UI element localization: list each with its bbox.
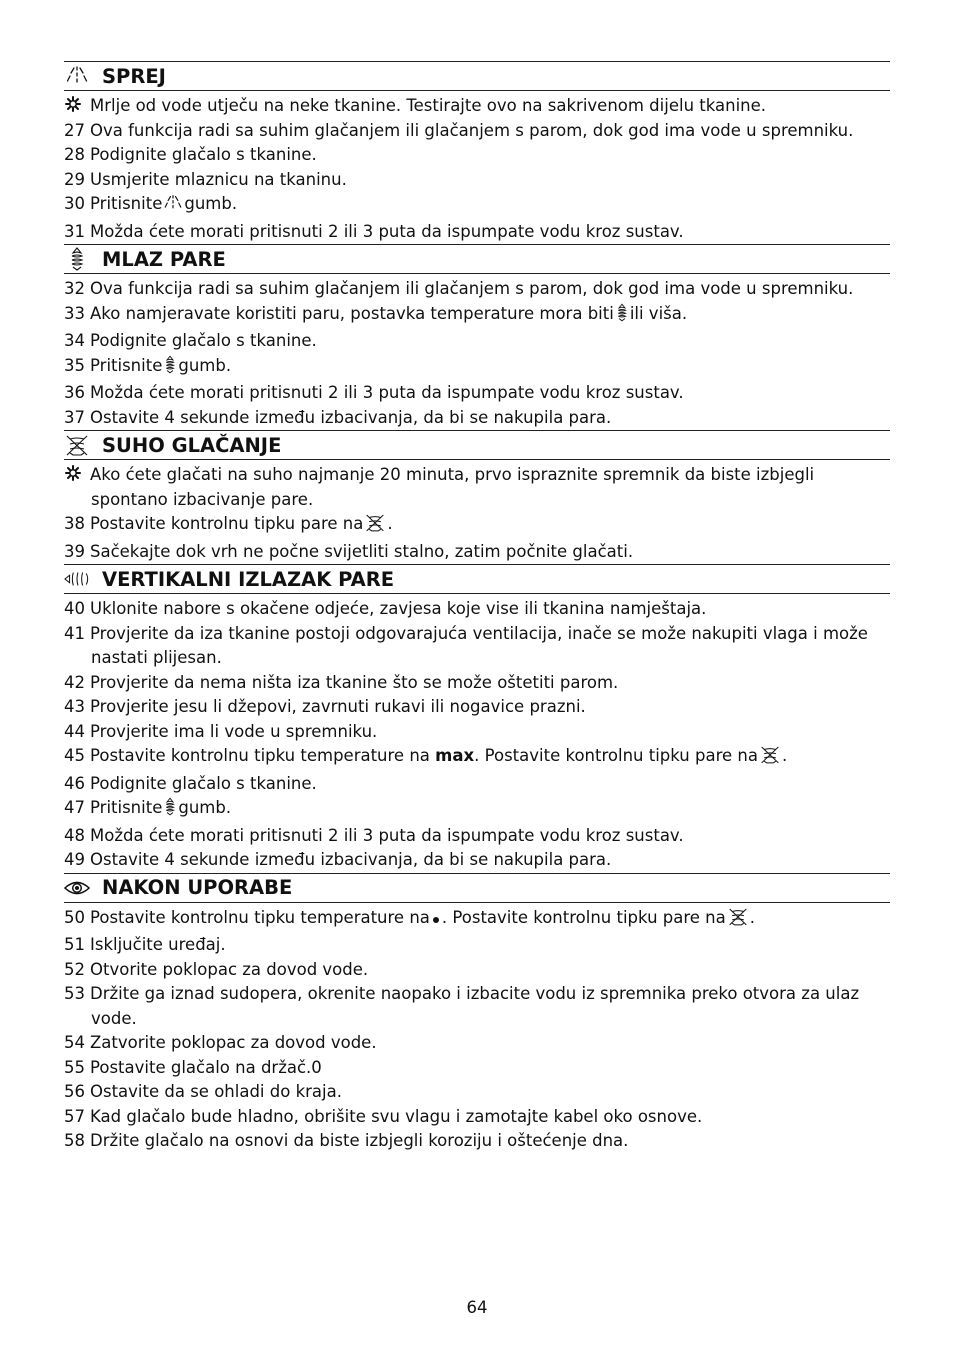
list-item-text: Usmjerite mlaznicu na tkaninu. [90,169,347,189]
list-item [64,381,890,406]
list-item-continuation [64,488,890,513]
section-heading-sprej [64,61,890,91]
list-item [64,220,890,245]
item-number: 43 [64,697,85,716]
list-item-text: Pritisnite [90,194,163,213]
section-body-sprej [64,94,890,244]
list-item [64,597,890,622]
list-item-continuation [64,1007,890,1032]
list-item [64,744,890,772]
list-item [64,796,890,824]
list-item [64,958,890,983]
section-body-nakon-uporabe [64,906,890,1154]
list-item [64,277,890,302]
section-title: VERTIKALNI IZLAZAK PARE [102,567,395,591]
list-item-text: Postavite kontrolnu tipku temperature na [90,907,430,927]
section-body-suho-glacanje [64,463,890,564]
list-item-text: Držite glačalo na osnovi da biste izbjegli koroziju i oštećenje dna. [90,1131,629,1150]
list-item [64,168,890,193]
list-item-text: Ostavite da se ohladi do kraja. [90,1082,342,1101]
list-item-text: Uklonite nabore s okačene odjeće, zavjesa koje vise ili tkanina namještaja. [90,599,707,618]
item-number: 31 [64,221,85,241]
list-item-text: . [781,746,788,765]
list-item-text: Ova funkcija radi sa suhim glačanjem ili glačanjem s parom, dok god ima vode u spremniku. [90,279,854,298]
item-number: 55 [64,1057,85,1077]
list-item-text: Podignite glačalo s tkanine. [90,773,317,793]
section-heading-mlaz-pare [64,244,890,274]
item-number: 35 [64,355,85,375]
list-item [64,463,890,488]
item-number: 48 [64,825,85,845]
list-item [64,1080,890,1105]
list-item-text: nastati plijesan. [91,648,222,667]
list-item [64,329,890,354]
list-item-text: Ostavite 4 sekunde između izbacivanja, da bi se nakupila para. [90,407,612,427]
list-item [64,94,890,119]
item-number: 54 [64,1033,85,1052]
list-item [64,143,890,168]
item-number: 37 [64,407,85,427]
list-item-text: Možda ćete morati pritisnuti 2 ili 3 puta da ispumpate vodu kroz sustav. [90,825,684,845]
item-number: 47 [64,798,85,817]
list-item-text: Kad glačalo bude hladno, obrišite svu vlagu i zamotajte kabel oko osnove. [90,1106,703,1126]
list-item [64,671,890,696]
list-item-bold-text: max [435,746,475,765]
item-number: 40 [64,599,85,618]
list-item [64,302,890,330]
list-item [64,982,890,1007]
item-number: 33 [64,303,85,323]
item-number: 50 [64,907,85,927]
list-item [64,1056,890,1081]
list-item-text: Pritisnite [90,355,163,375]
list-item [64,695,890,720]
list-item [64,906,890,934]
list-item-text: Otvorite poklopac za dovod vode. [90,959,369,979]
warning-icon [64,463,90,488]
item-number: 49 [64,850,85,869]
list-item [64,933,890,958]
section-title: NAKON UPORABE [102,876,293,899]
spray-icon [64,65,90,87]
list-item-text: Ako ćete glačati na suho najmanje 20 minuta, prvo ispraznite spremnik da biste izbjegli [90,465,815,484]
steam-shot-icon [64,248,90,270]
list-item-text: Pritisnite [90,798,163,817]
section-body-vertikalni-izlazak-pare [64,597,890,873]
list-item-text: gumb. [184,194,238,213]
item-number: 46 [64,773,85,793]
list-item-text: ili viša. [629,303,688,323]
item-number: 45 [64,746,85,765]
list-item-text: vode. [91,1008,137,1028]
list-item-text: Provjerite da iza tkanine postoji odgovarajuća ventilacija, inače se može nakupiti vlaga i može [90,623,868,643]
list-item-text: . [387,514,393,533]
list-item-text: Možda ćete morati pritisnuti 2 ili 3 puta da ispumpate vodu kroz sustav. [90,383,684,402]
document-page [64,61,890,1154]
page-number: 64 [466,1298,488,1317]
list-item-continuation [64,646,890,671]
warning-icon [64,94,90,119]
item-number: 29 [64,169,85,189]
item-number: 28 [64,145,85,164]
item-number: 34 [64,331,85,350]
list-item [64,720,890,745]
item-number: 30 [64,194,85,213]
dry-iron-icon [64,434,90,456]
item-number: 38 [64,514,85,533]
list-item [64,1129,890,1154]
item-number: 56 [64,1082,85,1101]
item-number: 36 [64,383,85,402]
dot-icon [432,909,440,934]
section-heading-suho-glacanje [64,430,890,460]
list-item [64,119,890,144]
item-number: 42 [64,672,85,692]
list-item-text: Ostavite 4 sekunde između izbacivanja, da bi se nakupila para. [90,850,612,869]
item-number: 41 [64,623,85,643]
item-number: 39 [64,541,85,561]
list-item-text: . Postavite kontrolnu tipku pare na [474,746,758,765]
item-number: 52 [64,959,85,979]
item-number: 32 [64,279,85,298]
list-item-text: gumb. [178,355,232,375]
item-number: 57 [64,1106,85,1126]
list-item-text: Postavite glačalo na držač.0 [90,1057,322,1077]
list-item [64,1105,890,1130]
list-item-text: spontano izbacivanje pare. [91,489,314,509]
section-heading-nakon-uporabe [64,873,890,903]
list-item-text: Sačekajte dok vrh ne počne svijetliti stalno, zatim počnite glačati. [90,541,634,561]
section-body-mlaz-pare [64,277,890,430]
list-item [64,824,890,849]
list-item-text: Postavite kontrolnu tipku pare na [90,514,364,533]
list-item-text: Ova funkcija radi sa suhim glačanjem ili glačanjem s parom, dok god ima vode u spremniku. [90,120,854,140]
list-item-text: Provjerite ima li vode u spremniku. [90,721,378,741]
list-item-text: Podignite glačalo s tkanine. [90,145,317,164]
dry-iron-icon [728,907,748,934]
item-number: 44 [64,721,85,741]
list-item [64,406,890,431]
item-number: 53 [64,984,85,1003]
list-item-text: Mrlje od vode utječu na neke tkanine. Testirajte ovo na sakrivenom dijelu tkanine. [90,96,767,115]
list-item-text: gumb. [178,798,232,817]
item-number: 27 [64,120,85,140]
steam-shot-icon [164,797,176,824]
list-item-text: Zatvorite poklopac za dovod vode. [90,1033,377,1052]
item-number: 58 [64,1131,85,1150]
vertical-steam-icon [64,568,90,590]
list-item-text: Možda ćete morati pritisnuti 2 ili 3 puta da ispumpate vodu kroz sustav. [90,221,684,241]
list-item [64,192,890,220]
dry-iron-icon [365,513,385,540]
list-item-text: . [749,907,755,927]
list-item-text: Podignite glačalo s tkanine. [90,331,317,350]
list-item-text: Postavite kontrolnu tipku temperature na [90,746,430,765]
list-item [64,772,890,797]
steam-shot-icon [616,303,628,330]
steam-shot-icon [164,355,176,382]
list-item-text: Isključite uređaj. [90,935,226,954]
section-title: SUHO GLAČANJE [102,433,282,457]
list-item-text: Ako namjeravate koristiti paru, postavka temperature mora biti [90,303,614,323]
section-title: MLAZ PARE [102,247,226,271]
list-item-text: . Postavite kontrolnu tipku pare na [441,907,726,927]
dry-iron-icon [760,745,780,772]
section-title: SPREJ [102,64,166,88]
item-number: 51 [64,935,85,954]
section-heading-vertikalni-izlazak-pare [64,564,890,594]
list-item [64,622,890,647]
list-item [64,540,890,565]
list-item [64,848,890,873]
list-item-text: Provjerite jesu li džepovi, zavrnuti rukavi ili nogavice prazni. [90,697,586,716]
eye-icon [64,877,90,899]
list-item [64,354,890,382]
list-item [64,1031,890,1056]
list-item-text: Držite ga iznad sudopera, okrenite naopako i izbacite vodu iz spremnika preko otvora za ulaz [90,984,860,1003]
spray-icon [164,194,182,220]
list-item-text: Provjerite da nema ništa iza tkanine što se može oštetiti parom. [90,672,619,692]
list-item [64,512,890,540]
